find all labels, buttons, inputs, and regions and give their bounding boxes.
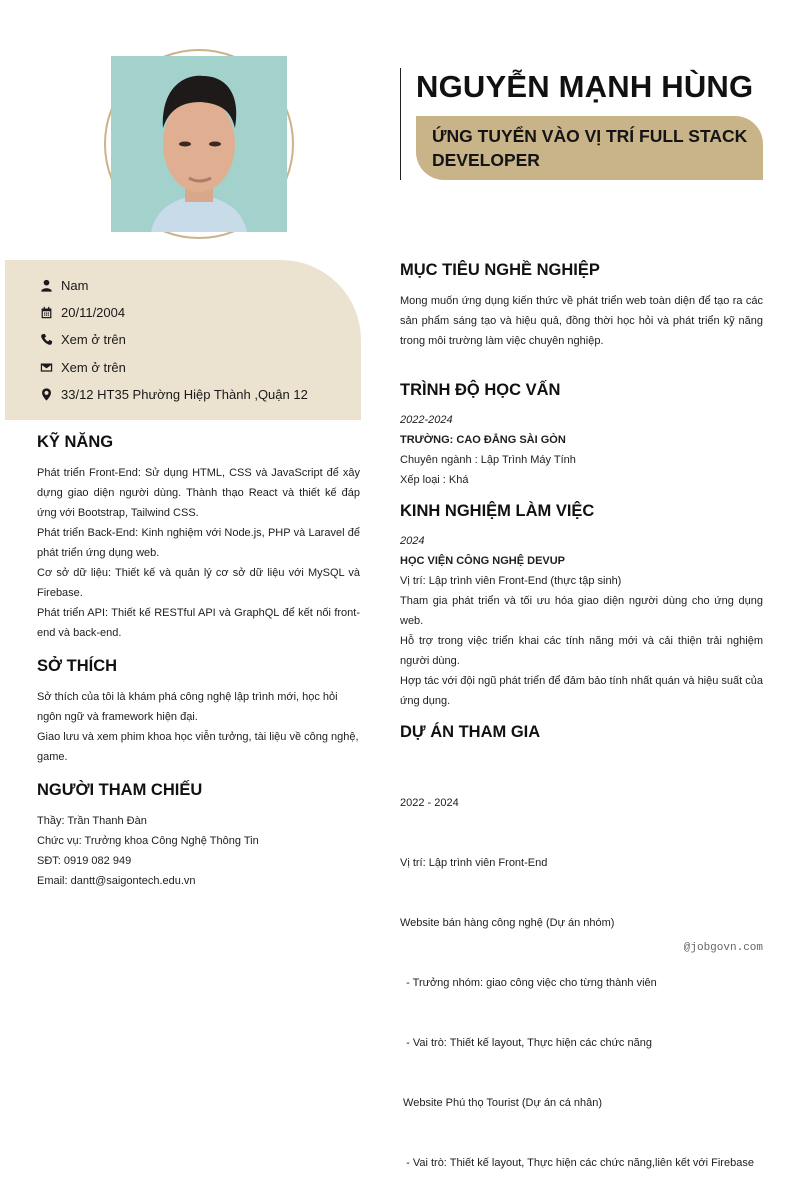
experience-heading: KINH NGHIỆM LÀM VIỆC bbox=[400, 502, 595, 520]
projects-block bbox=[400, 753, 780, 1193]
experience-item: Hỗ trợ trong việc triển khai các tính năng mới và cải thiện trải nghiệm người dùng. bbox=[400, 635, 763, 667]
person-icon bbox=[40, 279, 53, 292]
info-value: Nam bbox=[61, 277, 89, 293]
candidate-name: NGUYỄN MẠNH HÙNG bbox=[416, 69, 754, 104]
education-block bbox=[400, 410, 763, 490]
education-period: 2022-2024 bbox=[400, 414, 453, 426]
info-value: 20/11/2004 bbox=[61, 304, 126, 320]
references-list bbox=[37, 811, 363, 891]
reference-teacher: Thầy: Trần Thanh Đàn bbox=[37, 815, 147, 827]
education-heading: TRÌNH ĐỘ HỌC VẤN bbox=[400, 381, 561, 399]
skill-item: Cơ sở dữ liệu: Thiết kế và quản lý cơ sở dữ liệu với MySQL và Firebase. bbox=[37, 567, 360, 599]
calendar-icon bbox=[40, 306, 53, 319]
info-email bbox=[40, 357, 126, 377]
experience-item: Tham gia phát triển và tối ưu hóa giao diện người dùng cho ứng dụng web. bbox=[400, 595, 763, 627]
reference-position: Chức vụ: Trưởng khoa Công Nghệ Thông Tin bbox=[37, 835, 259, 847]
header-divider bbox=[400, 68, 401, 180]
reference-phone: SĐT: 0919 082 949 bbox=[37, 855, 132, 867]
phone-icon bbox=[40, 333, 53, 346]
info-address bbox=[40, 384, 308, 404]
location-pin-icon bbox=[40, 388, 53, 401]
skill-item: Phát triển Front-End: Sử dụng HTML, CSS và JavaScript để xây dựng giao diện người dùng. Thành thạo React và thiết kế đáp ứng với Bootstrap, Tailwind CSS. bbox=[37, 467, 360, 519]
skills-heading: KỸ NĂNG bbox=[37, 433, 114, 451]
project-detail: - Vai trò: Thiết kế layout, Thực hiện các chức năng bbox=[400, 1037, 652, 1049]
experience-company: HỌC VIỆN CÔNG NGHỆ DEVUP bbox=[400, 555, 566, 567]
project-period: 2022 - 2024 bbox=[400, 797, 459, 809]
experience-block bbox=[400, 531, 763, 711]
objective-heading: MỤC TIÊU NGHỀ NGHIỆP bbox=[400, 261, 600, 279]
project-detail: - Trưởng nhóm: giao công việc cho từng thành viên bbox=[400, 977, 657, 989]
project-name: Website Phú thọ Tourist (Dự án cá nhân) bbox=[400, 1097, 603, 1109]
info-value: Xem ở trên bbox=[61, 331, 126, 347]
objective-text: Mong muốn ứng dụng kiến thức về phát triển web toàn diện để tạo ra các sản phẩm sáng tạo và hiệu quả, đồng thời học hỏi và phát triển kỹ năng trong môi trường làm việc chuyên nghiệp. bbox=[400, 295, 763, 347]
info-phone bbox=[40, 329, 126, 349]
experience-item: Hợp tác với đội ngũ phát triển để đảm bảo tính nhất quán và hiệu suất của ứng dụng. bbox=[400, 675, 763, 707]
hobbies-heading: SỞ THÍCH bbox=[37, 657, 118, 675]
education-grade: Xếp loại : Khá bbox=[400, 474, 469, 486]
watermark: @jobgovn.com bbox=[683, 942, 763, 954]
envelope-icon bbox=[40, 361, 53, 374]
info-value: 33/12 HT35 Phường Hiệp Thành ,Quận 12 bbox=[61, 386, 308, 402]
hobby-item: Giao lưu và xem phim khoa học viễn tưởng, tài liệu về công nghệ, game. bbox=[37, 731, 359, 763]
info-gender bbox=[40, 275, 88, 295]
references-heading: NGƯỜI THAM CHIẾU bbox=[37, 781, 203, 799]
hobby-item: Sở thích của tôi là khám phá công nghệ lập trình mới, học hỏi ngôn ngữ và framework hiện đại. bbox=[37, 691, 338, 723]
avatar bbox=[111, 56, 287, 232]
skills-list bbox=[37, 463, 360, 643]
info-birthday bbox=[40, 302, 125, 322]
project-detail: - Vai trò: Thiết kế layout, Thực hiện các chức năng,liên kết với Firebase bbox=[400, 1157, 754, 1169]
hobbies-list bbox=[37, 687, 363, 767]
avatar-photo bbox=[111, 56, 287, 232]
experience-period: 2024 bbox=[400, 535, 425, 547]
skill-item: Phát triển Back-End: Kinh nghiệm với Node.js, PHP và Laravel để phát triển ứng dụng web. bbox=[37, 527, 360, 559]
projects-heading: DỰ ÁN THAM GIA bbox=[400, 723, 541, 741]
info-value: Xem ở trên bbox=[61, 359, 126, 375]
education-school: TRƯỜNG: CAO ĐẲNG SÀI GÒN bbox=[400, 434, 566, 446]
skill-item: Phát triển API: Thiết kế RESTful API và GraphQL để kết nối front-end và back-end. bbox=[37, 607, 360, 639]
target-role: ỨNG TUYỂN VÀO VỊ TRÍ FULL STACK DEVELOPER bbox=[432, 126, 748, 170]
experience-position: Vị trí: Lập trình viên Front-End (thực tập sinh) bbox=[400, 575, 622, 587]
education-major: Chuyên ngành : Lập Trình Máy Tính bbox=[400, 454, 576, 466]
reference-email: Email: dantt@saigontech.edu.vn bbox=[37, 875, 196, 887]
project-name: Website bán hàng công nghệ (Dự án nhóm) bbox=[400, 917, 615, 929]
project-position: Vị trí: Lập trình viên Front-End bbox=[400, 857, 548, 869]
